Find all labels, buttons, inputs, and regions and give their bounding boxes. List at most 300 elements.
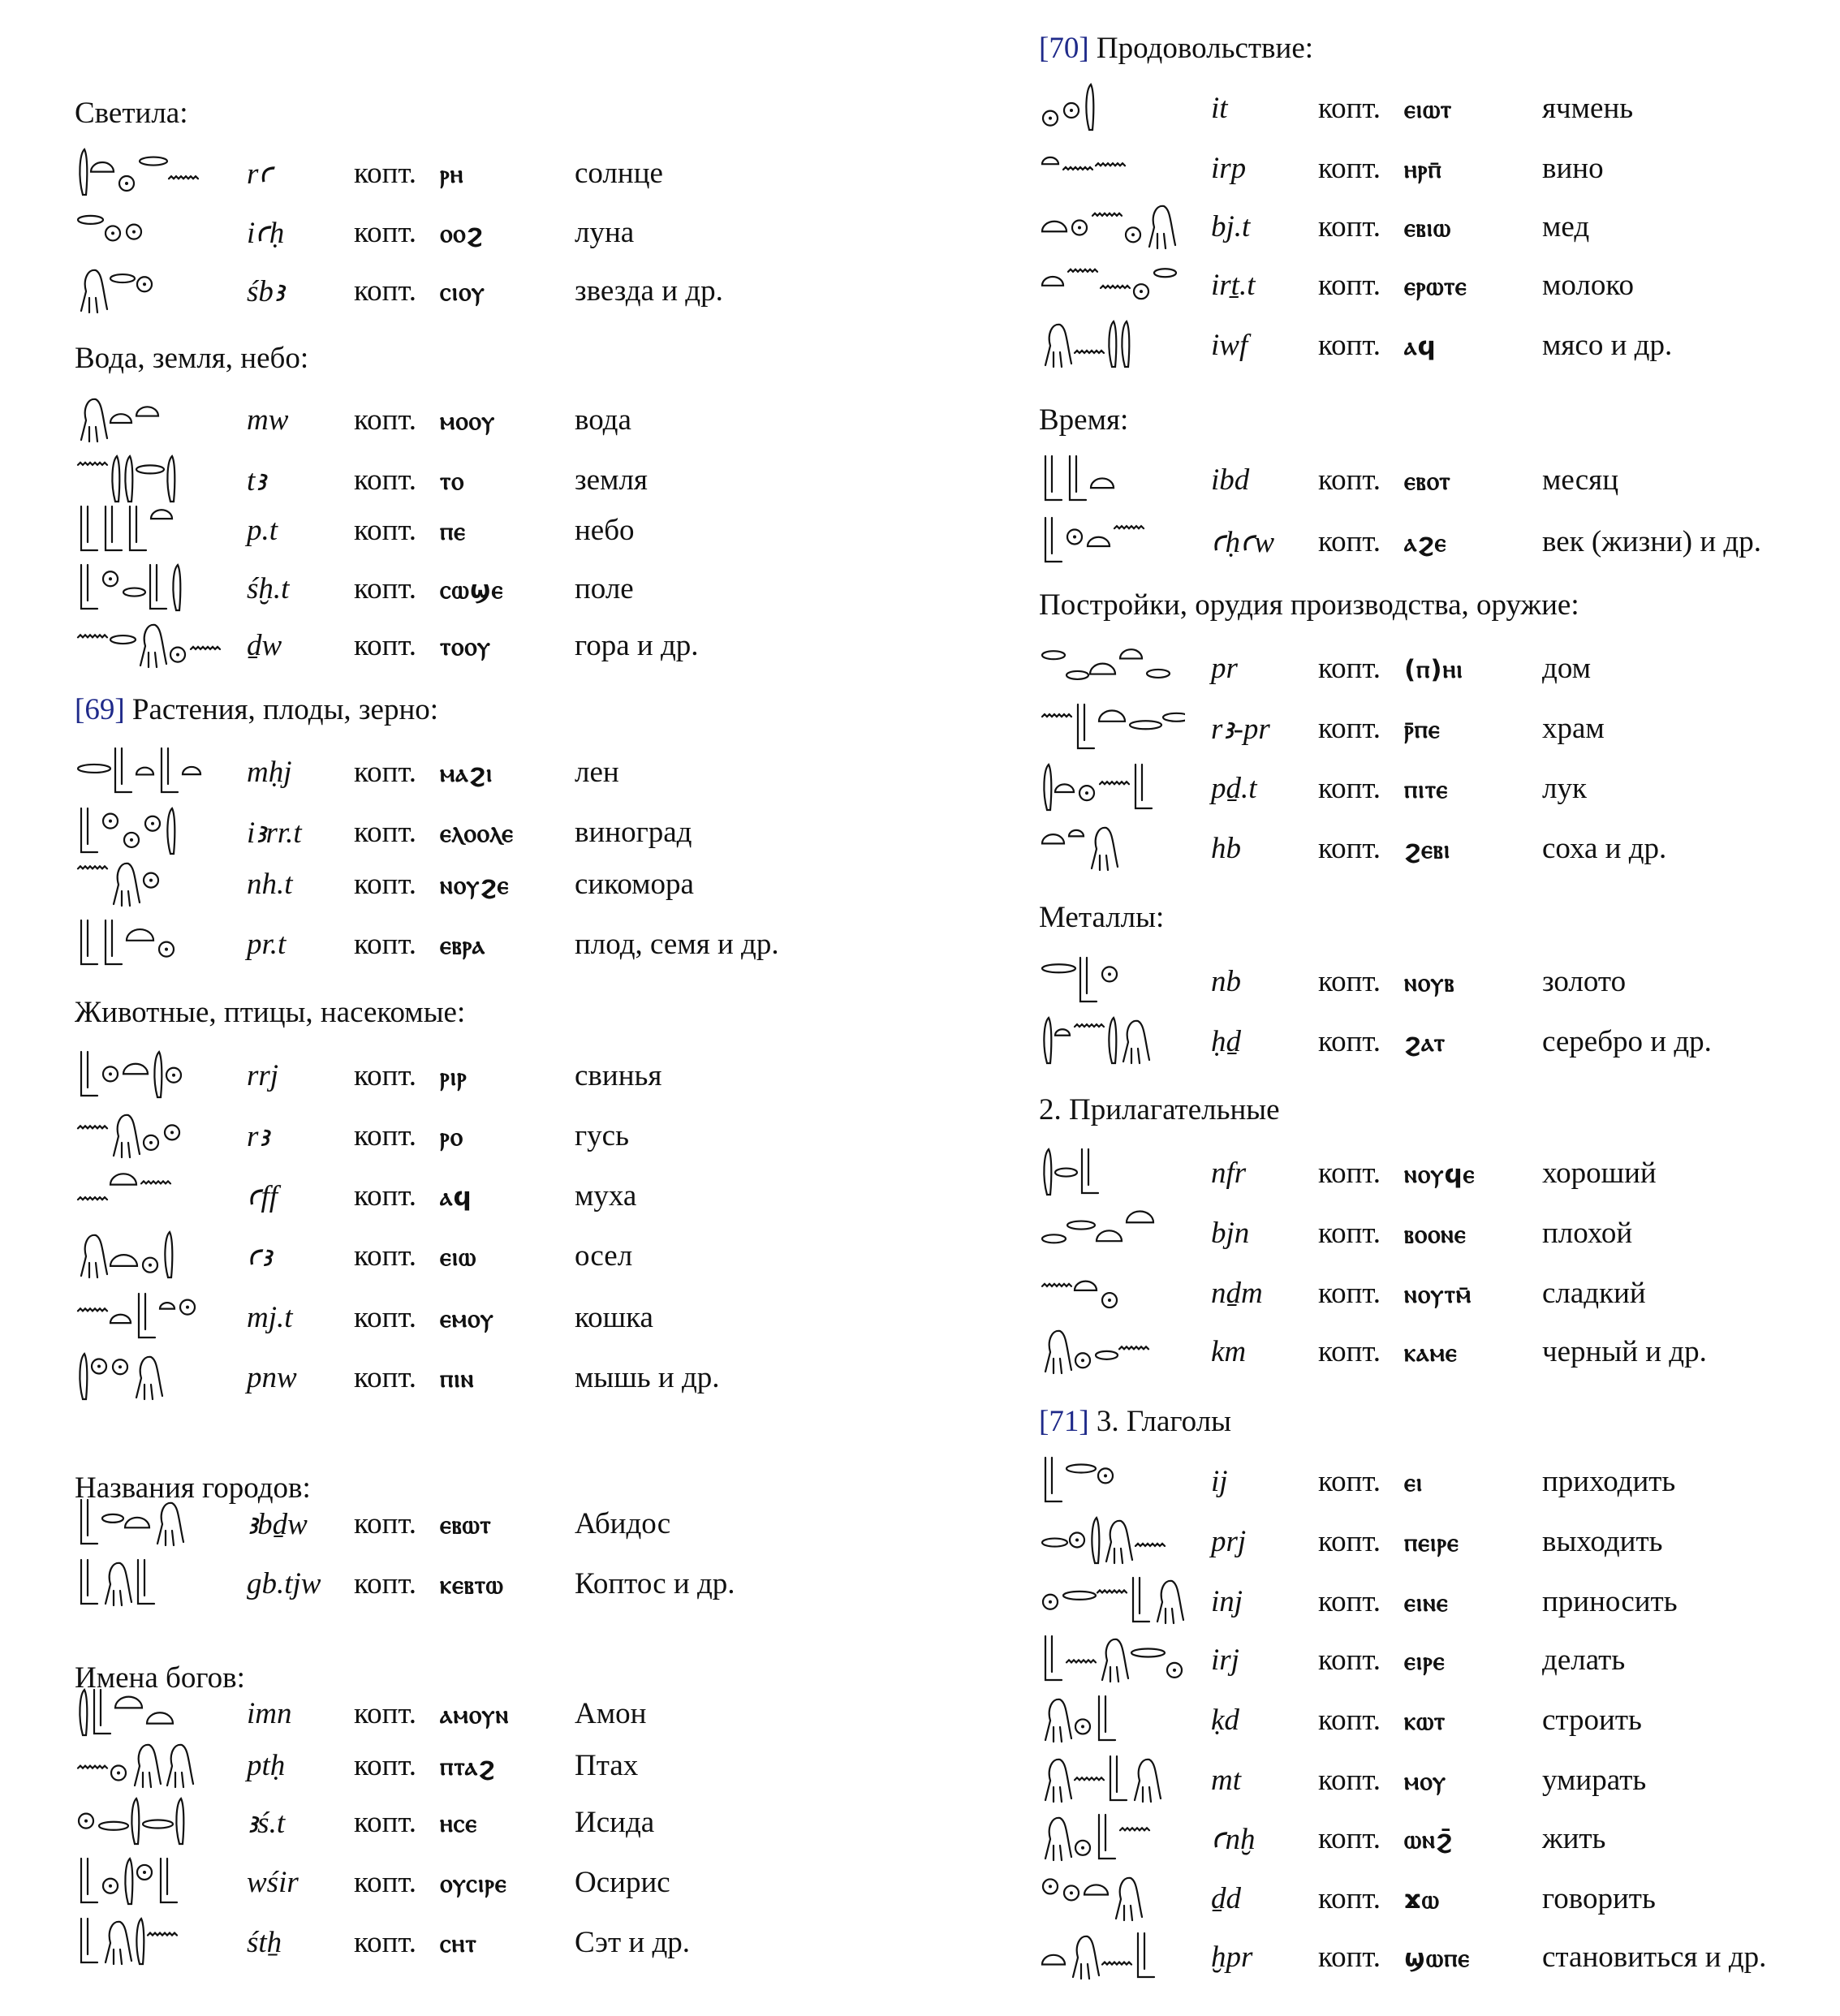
coptic-word: ⲉⲙⲟⲩ [440,1304,494,1333]
russian-meaning: виноград [575,816,692,849]
coptic-label: копт. [1318,1277,1381,1310]
hieroglyph-rrj-pig-icon [75,1047,221,1102]
page-reference: [69] [75,693,125,726]
coptic-word: ⲥⲏⲧ [440,1929,477,1958]
transliteration: nb [1211,965,1241,998]
coptic-label: копт. [1318,463,1381,497]
coptic-word: ⲡⲓⲛ [440,1364,475,1394]
coptic-label: копт. [354,1059,417,1092]
vocab-row [1039,820,1834,877]
coptic-label: копт. [1318,965,1381,998]
vocab-row [75,743,951,800]
coptic-word: ⲉⲣⲱⲧⲉ [1404,272,1467,301]
transliteration: rꜣ [247,1120,269,1153]
coptic-word: ⲣⲟ [440,1122,463,1152]
vocab-row [75,502,951,558]
hieroglyph-mjt-cat-icon [75,1289,221,1344]
coptic-word: ⲕⲉⲃⲧⲱ [440,1570,504,1600]
transliteration: km [1211,1335,1247,1368]
coptic-label: копт. [354,1119,417,1152]
coptic-word: ⲡⲓⲧⲉ [1404,775,1449,804]
hieroglyph-sba-star-icon [75,262,221,317]
hieroglyph-nht-sycamore-icon [75,855,221,911]
transliteration: iꜥḥ [247,217,285,250]
russian-meaning: Осирис [575,1866,670,1899]
vocab-row [75,1555,951,1612]
vocab-row [1039,256,1834,313]
hieroglyph-hpr-become-icon [1039,1928,1185,1984]
vocab-row [75,204,951,261]
section-heading [1039,1404,1231,1439]
coptic-label: копт. [1318,1822,1381,1855]
russian-meaning: гусь [575,1119,629,1152]
russian-meaning: соха и др. [1542,832,1667,865]
russian-meaning: век (жизни) и др. [1542,525,1762,558]
coptic-label: копт. [1318,329,1381,362]
transliteration: rꜣ-pr [1211,713,1270,746]
hieroglyph-sth-seth-icon [75,1914,221,1969]
hieroglyph-it-barley-icon [1039,80,1185,135]
transliteration: pnw [247,1361,297,1394]
hieroglyph-dw-mountain-icon [75,617,221,672]
russian-meaning: солнце [575,157,663,190]
coptic-word: ⲉⲓⲱ [440,1243,477,1272]
russian-meaning: строить [1542,1704,1642,1737]
coptic-label: копт. [1318,1585,1381,1618]
transliteration: ḫpr [1211,1941,1253,1974]
vocab-row [1039,1453,1834,1510]
vocab-row [1039,1144,1834,1201]
vocab-row [1039,760,1834,816]
coptic-word: ⲣⲏ [440,160,464,189]
section-title: Время: [1039,403,1129,437]
coptic-word: ⲉⲓⲛⲉ [1404,1588,1449,1618]
transliteration: ꜥḥꜥw [1211,526,1275,559]
hieroglyph-aff-fly-icon [75,1167,221,1222]
coptic-word: ⲁϥ [1404,332,1437,361]
hieroglyph-imn-amun-icon [75,1685,221,1740]
coptic-label: копт. [1318,1157,1381,1190]
hieroglyph-irtt-milk-icon [1039,256,1185,312]
hieroglyph-ij-come-icon [1039,1453,1185,1508]
coptic-label: копт. [1318,525,1381,558]
transliteration: nḏm [1211,1277,1263,1310]
coptic-word: (ⲡ)ⲏⲓ [1404,655,1463,684]
coptic-word: ⲉⲓⲱⲧ [1404,95,1453,124]
hieroglyph-dd-speak-icon [1039,1870,1185,1925]
russian-meaning: мед [1542,210,1590,243]
vocab-row [1039,1513,1834,1570]
vocab-row [1039,1928,1834,1985]
hieroglyph-mhj-flax-icon [75,743,221,799]
coptic-word: ⲧⲟⲟⲩ [440,632,491,661]
hieroglyph-mw-water-icon [75,391,221,446]
coptic-word: ϫⲱ [1404,1885,1440,1915]
transliteration: wśir [247,1866,299,1899]
russian-meaning: вино [1542,152,1604,185]
russian-meaning: лен [575,756,619,789]
coptic-word: ⲉⲗⲟⲟⲗⲉ [440,819,515,848]
coptic-label: копт. [354,572,417,605]
coptic-word: ⲛⲟⲩϥⲉ [1404,1160,1476,1189]
russian-meaning: мышь и др. [575,1361,720,1394]
coptic-word: ⲡⲉⲓⲣⲉ [1404,1528,1459,1557]
transliteration: rrj [247,1059,279,1092]
coptic-word: ⲁϥ [440,1182,472,1212]
hieroglyph-ra-sun-icon [75,144,221,200]
transliteration: pḏ.t [1211,772,1257,805]
coptic-label: копт. [1318,1882,1381,1915]
coptic-word: ϣⲱⲡⲉ [1404,1944,1471,1973]
coptic-label: копт. [354,216,417,249]
hieroglyph-kd-build-icon [1039,1691,1185,1747]
hieroglyph-rapr-temple-icon [1039,700,1185,755]
transliteration: p.t [247,514,278,547]
vocab-row [75,1227,951,1284]
coptic-label: копт. [1318,832,1381,865]
section-title: Металлы: [1039,901,1165,934]
coptic-word: ⲏⲣⲡ̄ [1404,155,1442,184]
russian-meaning: Птах [575,1749,639,1782]
coptic-word: ⲉⲓⲣⲉ [1404,1647,1446,1676]
coptic-label: копт. [1318,1217,1381,1250]
section-title: Животные, птицы, насекомые: [75,996,466,1029]
vocab-row [1039,1204,1834,1261]
coptic-label: копт. [354,1239,417,1273]
vocab-row [75,1289,951,1346]
coptic-label: копт. [354,868,417,901]
vocab-row [1039,1870,1834,1927]
coptic-label: копт. [354,1301,417,1334]
transliteration: hb [1211,832,1241,865]
russian-meaning: луна [575,216,635,249]
russian-meaning: серебро и др. [1542,1025,1712,1058]
coptic-word: ⲟⲩⲥⲓⲣⲉ [440,1869,507,1898]
russian-meaning: ячмень [1542,92,1634,125]
vocab-row [75,262,951,319]
russian-meaning: лук [1542,772,1587,805]
russian-meaning: плод, семя и др. [575,928,779,961]
hieroglyph-anh-live-icon [1039,1810,1185,1865]
section-heading [75,96,188,131]
hieroglyph-sht-field-icon [75,560,221,615]
transliteration: ibd [1211,463,1250,497]
russian-meaning: хороший [1542,1157,1657,1190]
coptic-label: копт. [1318,1525,1381,1558]
hieroglyph-ast-isis-icon [75,1794,221,1849]
transliteration: śḫ.t [247,572,290,605]
russian-meaning: Исида [575,1806,655,1839]
hieroglyph-pth-ptah-icon [75,1737,221,1792]
vocab-row [1039,1691,1834,1748]
transliteration: irp [1211,152,1247,185]
section-title: 3. Глаголы [1096,1405,1231,1438]
section-title: Имена богов: [75,1661,245,1695]
transliteration: imn [247,1697,292,1730]
vocab-row [1039,451,1834,508]
russian-meaning: гора и др. [575,629,699,662]
vocab-row [1039,1264,1834,1321]
vocab-row [75,451,951,508]
vocab-row [1039,640,1834,696]
vocab-row [75,1047,951,1104]
russian-meaning: приносить [1542,1585,1678,1618]
hieroglyph-prj-go-out-icon [1039,1513,1185,1568]
russian-meaning: месяц [1542,463,1618,497]
vocab-row [1039,1631,1834,1688]
transliteration: mt [1211,1764,1241,1797]
transliteration: ꜥꜣ [247,1240,272,1273]
vocab-row [1039,140,1834,196]
coptic-word: ⲡⲧⲁϩ [440,1752,496,1781]
transliteration: inj [1211,1585,1243,1618]
vocab-row [75,1914,951,1971]
transliteration: ḏd [1211,1882,1241,1915]
section-title: Названия городов: [75,1471,311,1505]
coptic-word: ⲙⲁϩⲓ [440,759,493,788]
transliteration: ꜥff [247,1180,278,1213]
coptic-label: копт. [354,629,417,662]
section-heading [75,995,465,1030]
coptic-label: копт. [354,274,417,308]
page-reference: [71] [1039,1405,1089,1438]
coptic-label: копт. [354,1567,417,1600]
coptic-word: ϩⲉⲃⲓ [1404,835,1451,864]
transliteration: ḥḏ [1211,1025,1241,1058]
russian-meaning: жить [1542,1822,1606,1855]
vocab-row [1039,953,1834,1010]
russian-meaning: свинья [575,1059,662,1092]
russian-meaning: храм [1542,712,1605,745]
hieroglyph-pt-sky-icon [75,502,221,557]
transliteration: mj.t [247,1301,293,1334]
coptic-word: ⲏⲥⲉ [440,1809,478,1838]
vocab-row [1039,1323,1834,1380]
transliteration: śtẖ [247,1926,282,1959]
russian-meaning: осел [575,1239,633,1273]
russian-meaning: сладкий [1542,1277,1646,1310]
russian-meaning: плохой [1542,1217,1633,1250]
coptic-label: копт. [1318,1025,1381,1058]
transliteration: gb.tjw [247,1567,321,1600]
hieroglyph-irp-wine-icon [1039,140,1185,195]
transliteration: ꜥnḫ [1211,1823,1256,1856]
coptic-word: ϩⲁⲧ [1404,1028,1446,1058]
russian-meaning: мясо и др. [1542,329,1673,362]
coptic-word: ⲛⲟⲩⲧⲙ̄ [1404,1280,1472,1309]
vocab-row [75,855,951,912]
section-title: Светила: [75,97,188,130]
coptic-label: копт. [1318,210,1381,243]
transliteration: śbꜣ [247,275,285,308]
russian-meaning: черный и др. [1542,1335,1707,1368]
transliteration: irj [1211,1643,1239,1677]
section-title: Вода, земля, небо: [75,342,309,375]
coptic-word: ⲧⲟ [440,467,465,496]
hieroglyph-hb-plough-icon [1039,820,1185,875]
coptic-label: копт. [354,514,417,547]
russian-meaning: звезда и др. [575,274,723,308]
coptic-label: копт. [354,756,417,789]
transliteration: ꜣbḏw [247,1508,308,1541]
transliteration: ḳd [1211,1704,1239,1737]
coptic-word: ⲣⲓⲣ [440,1062,468,1092]
transliteration: irṯ.t [1211,269,1256,302]
vocab-row [1039,1751,1834,1808]
russian-meaning: поле [575,572,634,605]
hieroglyph-ibd-month-icon [1039,451,1185,506]
russian-meaning: приходить [1542,1465,1676,1498]
coptic-word: ⲥⲓⲟⲩ [440,278,485,307]
coptic-word: ⲉⲃⲣⲁ [440,931,486,960]
coptic-word: ⲉⲃⲟⲧ [1404,467,1451,496]
section-heading [1039,1092,1280,1127]
russian-meaning: становиться и др. [1542,1941,1767,1974]
hieroglyph-km-black-icon [1039,1323,1185,1378]
coptic-label: копт. [354,1866,417,1899]
vocab-row [75,803,951,860]
russian-meaning: муха [575,1179,637,1213]
coptic-word: ⲣ̄ⲡⲉ [1404,715,1441,744]
hieroglyph-ra-goose-icon [75,1107,221,1162]
vocab-row [75,1685,951,1742]
coptic-label: копт. [1318,1704,1381,1737]
hieroglyph-pdt-bow-icon [1039,760,1185,815]
coptic-label: копт. [1318,1335,1381,1368]
coptic-label: копт. [354,403,417,437]
transliteration: ptḥ [247,1749,286,1782]
vocab-row [75,1854,951,1910]
transliteration: ij [1211,1465,1228,1498]
hieroglyph-inj-bring-icon [1039,1573,1185,1628]
vocab-row [1039,1810,1834,1867]
transliteration: tꜣ [247,464,266,498]
transliteration: iꜣrr.t [247,816,302,850]
coptic-label: копт. [354,1749,417,1782]
section-heading [1039,900,1164,935]
vocab-row [75,560,951,617]
russian-meaning: кошка [575,1301,653,1334]
coptic-word: ⲙⲟⲩ [1404,1767,1447,1796]
coptic-label: копт. [354,1361,417,1394]
transliteration: bj.t [1211,210,1251,243]
hieroglyph-abdw-abydos-icon [75,1495,221,1550]
coptic-word: ⲕⲱⲧ [1404,1707,1446,1736]
transliteration: pr [1211,652,1238,685]
russian-meaning: небо [575,514,635,547]
transliteration: nh.t [247,868,293,901]
vocab-row [75,144,951,201]
coptic-label: копт. [1318,92,1381,125]
coptic-label: копт. [354,1507,417,1540]
coptic-word: ⲁϩⲉ [1404,528,1447,558]
vocab-row [75,1794,951,1850]
section-heading [1039,403,1128,437]
section-heading [1039,588,1579,622]
russian-meaning: золото [1542,965,1627,998]
russian-meaning: вода [575,403,631,437]
russian-meaning: дом [1542,652,1592,685]
coptic-label: копт. [354,928,417,961]
vocab-row [75,1495,951,1552]
transliteration: ꜣś.t [247,1807,286,1840]
vocab-row [75,391,951,448]
hieroglyph-iarrt-grape-icon [75,803,221,859]
transliteration: rꜥ [247,157,273,191]
vocab-row [75,1107,951,1164]
hieroglyph-pnw-mouse-icon [75,1349,221,1404]
coptic-word: ⲟⲟϩ [440,219,484,248]
coptic-word: ⲉⲃⲓⲱ [1404,213,1452,243]
coptic-label: копт. [1318,1643,1381,1677]
coptic-label: копт. [1318,772,1381,805]
hieroglyph-ndm-sweet-icon [1039,1264,1185,1320]
section-title: 2. Прилагательные [1039,1093,1280,1126]
hieroglyph-aa-donkey-icon [75,1227,221,1282]
russian-meaning: Абидос [575,1507,671,1540]
vocab-row [1039,80,1834,136]
coptic-word: ⲙⲟⲟⲩ [440,407,496,436]
coptic-label: копт. [1318,1941,1381,1974]
vocab-row [1039,1573,1834,1630]
vocab-row [1039,513,1834,570]
transliteration: it [1211,92,1228,125]
russian-meaning: молоко [1542,269,1634,302]
coptic-label: копт. [1318,269,1381,302]
section-title: Постройки, орудия производства, оружие: [1039,588,1579,622]
russian-meaning: Амон [575,1697,647,1730]
coptic-label: копт. [354,1806,417,1839]
hieroglyph-iwf-meat-icon [1039,317,1185,372]
coptic-label: копт. [354,816,417,849]
hieroglyph-bjt-honey-icon [1039,198,1185,253]
vocab-row [75,1349,951,1406]
transliteration: mḥj [247,756,292,789]
section-heading [75,341,308,376]
coptic-word: ⲱⲛϩ̄ [1404,1825,1453,1854]
page-reference: [70] [1039,32,1089,65]
hieroglyph-nb-gold-icon [1039,953,1185,1008]
coptic-word: ⲛⲟⲩⲃ [1404,968,1455,997]
vocab-row [1039,1013,1834,1070]
coptic-label: копт. [354,463,417,497]
section-heading [75,692,438,727]
vocab-row [75,1737,951,1794]
vocab-row [75,1167,951,1224]
coptic-label: копт. [1318,1764,1381,1797]
russian-meaning: выходить [1542,1525,1663,1558]
vocab-row [75,617,951,674]
hieroglyph-ta-land-icon [75,451,221,506]
hieroglyph-bjn-bad-icon [1039,1204,1185,1260]
coptic-word: ⲕⲁⲙⲉ [1404,1338,1458,1368]
transliteration: bjn [1211,1217,1250,1250]
hieroglyph-iah-moon-icon [75,204,221,259]
hieroglyph-hd-silver-icon [1039,1013,1185,1068]
hieroglyph-pr-house-icon [1039,640,1185,695]
russian-meaning: земля [575,463,648,497]
coptic-label: копт. [1318,152,1381,185]
transliteration: iwf [1211,329,1248,362]
section-title: Продовольствие: [1096,32,1314,65]
hieroglyph-ahaw-lifetime-icon [1039,513,1185,568]
transliteration: pr.t [247,928,287,961]
vocab-row [1039,700,1834,756]
hieroglyph-mt-die-icon [1039,1751,1185,1807]
coptic-label: копт. [1318,712,1381,745]
coptic-word: ⲉⲓ [1404,1468,1424,1497]
hieroglyph-irj-do-icon [1039,1631,1185,1686]
